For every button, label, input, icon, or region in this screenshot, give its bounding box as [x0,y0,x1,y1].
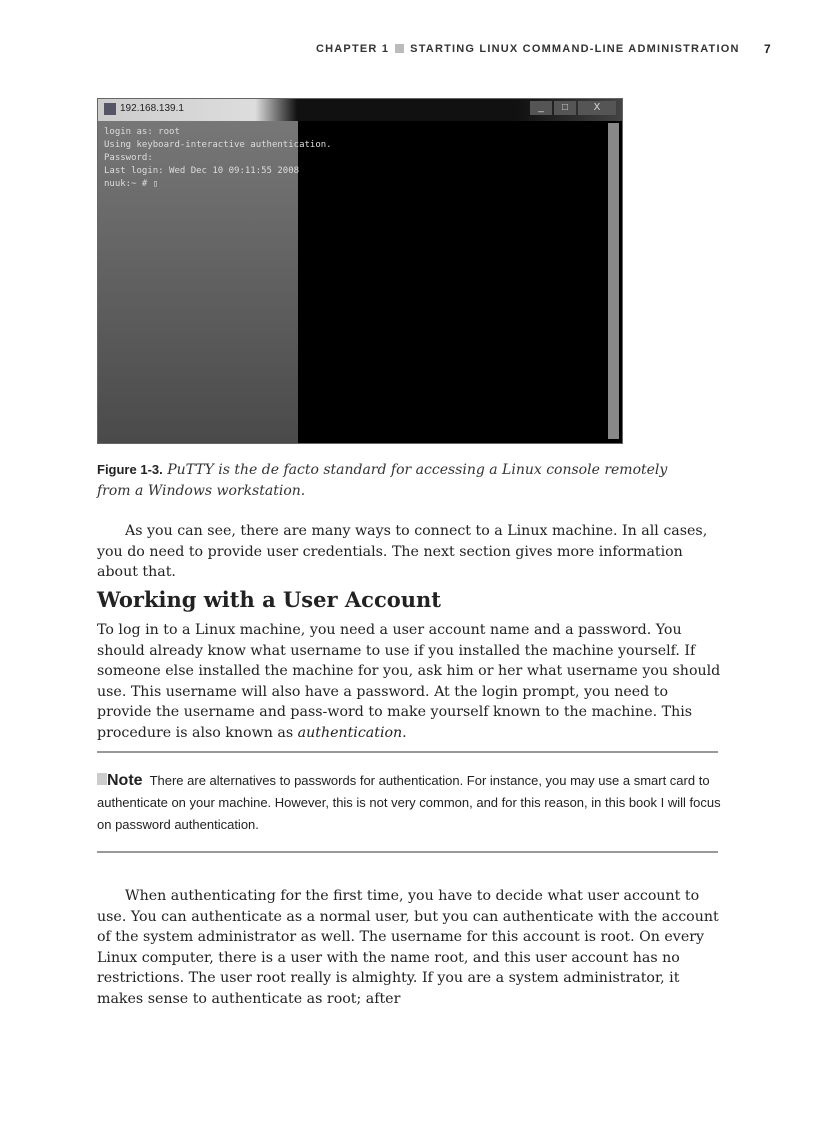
caption-label: Figure 1-3. [97,462,163,477]
terminal-line: nuuk:~ # ▯ [104,179,159,189]
terminal-line: Last login: Wed Dec 10 09:11:55 2008 [104,166,300,176]
chapter-title: STARTING LINUX COMMAND-LINE ADMINISTRATION [410,43,740,55]
section-heading: Working with a User Account [97,587,441,612]
close-button: X [578,101,616,115]
terminal-line: login as: root [104,127,180,137]
note-text: There are alternatives to passwords for authentication. For instance, you may use a smart card to authenticate on your machine. However, this is not very common, and for this reason, in this book I will focus on password authentication. [97,773,721,832]
running-header [316,43,740,55]
note-square [97,773,107,785]
terminal-output [104,126,332,191]
paragraph: As you can see, there are many ways to connect to a Linux machine. In all cases, you do need to provide user credentials. The next section gives more information about that. [97,523,708,581]
note-rule-bottom [97,851,718,853]
separator-square [395,44,404,53]
paragraph-text: To log in to a Linux machine, you need a user account name and a password. You should already know what username to use if you installed the machine yourself. If someone else installed the machine for you, ask him or her what username you should use. This username will also have a password. At the login prompt, you need to provide the username and pass-word to make yourself known to the machine. This procedure is also known as [97,622,721,741]
note-label: Note [107,772,143,789]
chapter-label: CHAPTER 1 [316,43,390,55]
paragraph: When authenticating for the first time, you have to decide what user account to use. You can authenticate as a normal user, but you can authenticate with the account of the system administrator as well. The username for this account is root. On every Linux computer, there is a user with the name root, and this user account has no restrictions. The user root really is almighty. If you are a system administrator, it makes sense to authenticate as root; after [97,888,719,1007]
putty-icon [104,103,116,115]
window-title: 192.168.139.1 [120,103,184,114]
window-titlebar [98,99,622,121]
maximize-button: □ [554,101,576,115]
terminal-line: Using keyboard-interactive authentication. [104,140,332,150]
scrollbar [608,123,619,439]
putty-screenshot [97,98,623,444]
note-rule-top [97,751,718,753]
terminal-line: Password: [104,153,153,163]
emphasis: authentication [297,724,403,741]
note-box [97,770,722,836]
figure-caption [97,459,697,502]
page-number: 7 [764,42,771,56]
paragraph: To log in to a Linux machine, you need a user account name and a password. You should already know what username to use if you installed the machine yourself. If someone else installed the machine for you, ask him or her what username you should use. This username will also have a password. At the login prompt, you need to provide the username and pass-word to make yourself known to the machine. This procedure is also known as authentication. [97,622,721,741]
caption-text: PuTTY is the de facto standard for accessing a Linux console remotely from a Windows workstation. [97,462,668,499]
minimize-button: _ [530,101,552,115]
